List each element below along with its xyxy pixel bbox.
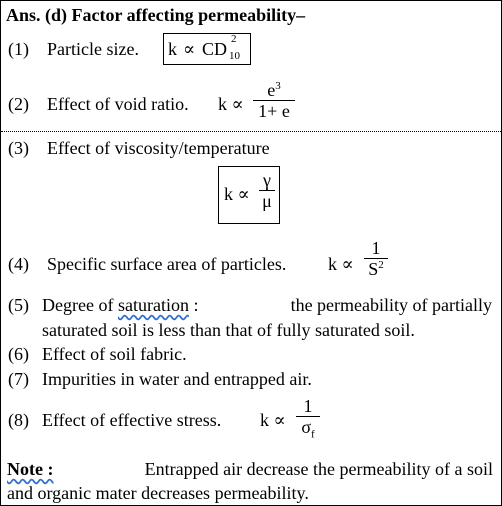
item-5-line-1	[42, 295, 492, 315]
item-1-formula-box	[163, 33, 251, 65]
item-6-number: (6)	[8, 344, 29, 364]
item-2-denominator: 1+ e	[258, 101, 290, 121]
note-text-1: Entrapped air decrease the permeability of a soil	[144, 459, 493, 479]
item-4-numerator: 1	[371, 238, 381, 258]
item-5-colon: :	[188, 295, 199, 315]
item-8-number: (8)	[8, 410, 29, 430]
item-5-text-1: the permeability of partially	[290, 295, 492, 315]
item-2-num-base: e	[267, 80, 276, 100]
item-3-lhs: k ∝	[224, 184, 250, 204]
item-5-lead	[42, 295, 198, 315]
item-2-number: (2)	[8, 94, 29, 114]
item-7-text: Impurities in water and entrapped air.	[42, 369, 312, 389]
item-2-num-sup: 3	[275, 80, 281, 92]
item-3-text: Effect of viscosity/temperature	[47, 138, 270, 158]
item-8-denominator	[296, 417, 320, 441]
note-label: Note :	[7, 459, 54, 479]
item-3-number: (3)	[8, 138, 29, 158]
item-1-text: Particle size.	[47, 39, 139, 59]
item-7-number: (7)	[8, 369, 29, 389]
item-4-lhs: k ∝	[328, 254, 354, 274]
note-line-2: and organic mater decreases permeability.	[7, 483, 309, 503]
item-8-text: Effect of effective stress.	[42, 410, 222, 430]
formula-cd-sup: 2	[231, 33, 237, 45]
item-3-formula-box	[218, 166, 280, 224]
answer-title: Ans. (d) Factor affecting permeability–	[6, 5, 306, 25]
item-5-underlined-word: saturation	[117, 295, 189, 315]
item-2-lhs: k ∝	[218, 94, 244, 114]
item-5-pre: Degree of	[42, 295, 114, 315]
item-4-den-base: S	[368, 259, 379, 279]
dotted-divider	[1, 131, 501, 132]
item-2-text: Effect of void ratio.	[47, 94, 189, 114]
item-3-denominator: μ	[262, 191, 272, 211]
item-8-numerator: 1	[303, 396, 313, 416]
formula-cd: CD	[202, 39, 228, 59]
item-3-numerator: γ	[263, 170, 271, 190]
item-8-fraction	[296, 396, 320, 441]
item-4-denominator	[364, 259, 388, 279]
item-1-number: (1)	[8, 39, 29, 59]
proportional-symbol: ∝	[183, 39, 196, 59]
item-3-fraction	[259, 170, 275, 211]
item-4-fraction	[364, 238, 388, 279]
item-2-fraction	[253, 80, 295, 121]
item-4-number: (4)	[8, 254, 29, 274]
item-8-lhs: k ∝	[260, 410, 286, 430]
item-5-text-2: saturated soil is less than that of fully saturated soil.	[42, 320, 415, 340]
item-5-number: (5)	[8, 295, 29, 315]
item-2-numerator	[253, 80, 295, 100]
item-8-den-sub: f	[311, 428, 315, 441]
item-4-den-sup: 2	[378, 259, 384, 271]
item-4-text: Specific surface area of particles.	[47, 254, 287, 274]
item-8-den-base: σ	[301, 417, 312, 437]
item-6-text: Effect of soil fabric.	[42, 344, 187, 364]
note-line-1	[7, 459, 493, 479]
formula-cd-sub: 10	[229, 50, 240, 62]
formula-k: k	[168, 39, 177, 59]
